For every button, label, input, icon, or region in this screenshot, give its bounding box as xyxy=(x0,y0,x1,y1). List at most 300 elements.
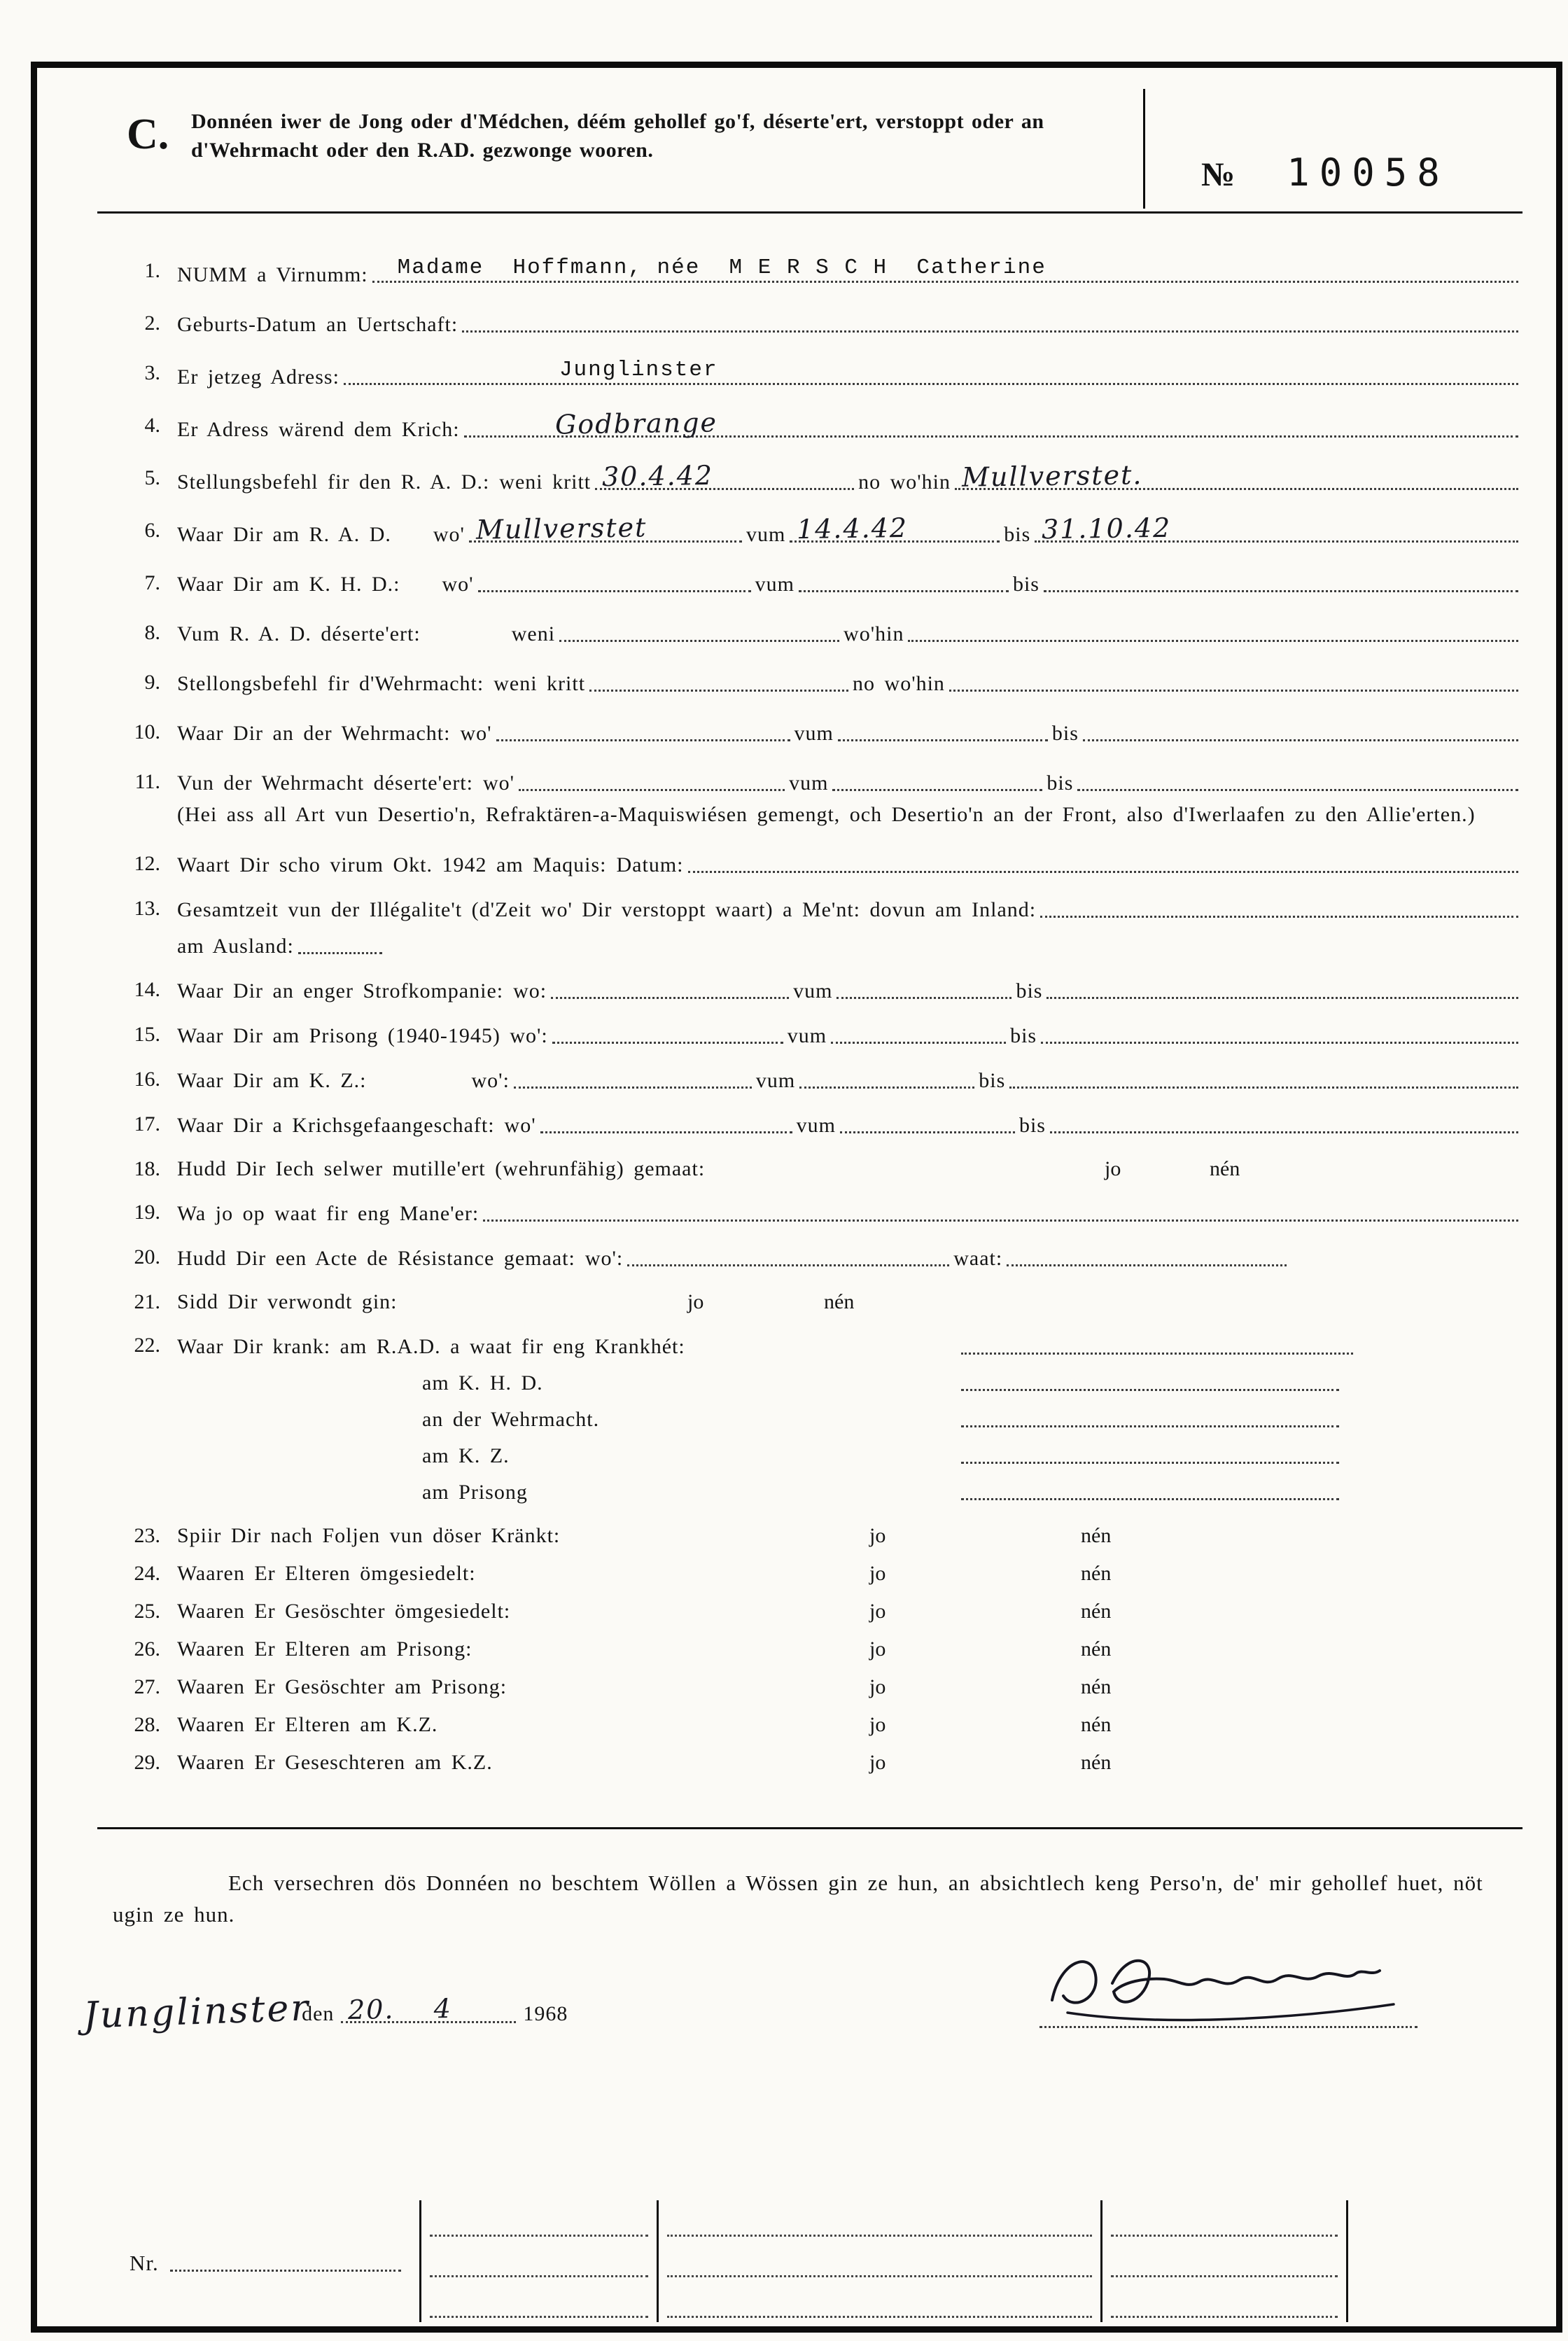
blank-field[interactable] xyxy=(961,1441,1339,1464)
question-21 xyxy=(127,1288,1522,1316)
handwritten-entry: 14.4.42 xyxy=(796,512,909,545)
question-body xyxy=(177,619,1522,648)
question-line xyxy=(177,1673,1522,1701)
question-line xyxy=(177,669,1522,698)
question-line xyxy=(177,619,1522,648)
form-description: Donnéen iwer de Jong oder d'Médchen, déém gehollef go'f, déserte'ert, verstoppt oder an d'Wehrmacht oder den R.AD. gezwonge wooren. xyxy=(191,110,1044,162)
typed-entry: Junglinster xyxy=(559,358,718,382)
question-number: 7. xyxy=(144,571,160,594)
question-label: Geburts-Datum an Uertschaft: xyxy=(177,313,458,336)
question-number: 4. xyxy=(144,414,160,437)
registry-cell[interactable] xyxy=(1102,2241,1348,2281)
blank-field[interactable] xyxy=(462,309,1518,333)
filled-field[interactable] xyxy=(1035,512,1518,545)
question-number: 29. xyxy=(134,1751,160,1774)
question-body xyxy=(177,1560,1522,1588)
question-label: Waar Dir a Krichsgefaangeschaft: xyxy=(177,1114,495,1137)
question-label: wo' xyxy=(460,722,492,745)
registry-cell[interactable] xyxy=(421,2241,659,2281)
filled-field[interactable] xyxy=(344,359,1518,385)
question-line xyxy=(177,257,1522,289)
question-body xyxy=(177,1673,1522,1701)
option-jo[interactable]: jo xyxy=(869,1675,886,1698)
question-body xyxy=(177,1332,1522,1507)
question-label: Waar Dir am K. H. D.: xyxy=(177,573,400,596)
option-jo[interactable]: jo xyxy=(869,1751,886,1774)
option-nen[interactable]: nén xyxy=(1081,1524,1112,1547)
question-label: Datum: xyxy=(616,853,684,876)
question-label: Waar Dir am Prisong (1940-1945) wo': xyxy=(177,1024,548,1047)
question-number: 19. xyxy=(134,1201,160,1224)
date-field[interactable] xyxy=(341,1992,516,2026)
handwritten-entry: Godbrange xyxy=(554,407,718,440)
header-rule xyxy=(97,211,1522,214)
handwritten-date: 20. 4 xyxy=(348,1992,453,2026)
handwritten-entry: 31.10.42 xyxy=(1041,512,1172,545)
question-number: 11. xyxy=(134,770,160,793)
blank-field[interactable] xyxy=(1007,1243,1287,1266)
blank-field[interactable] xyxy=(1044,569,1518,592)
question-body xyxy=(177,359,1522,391)
blank-field[interactable] xyxy=(949,669,1518,692)
cell-dotted-line xyxy=(667,2275,1092,2277)
question-label: NUMM a Virnumm: xyxy=(177,263,368,286)
question-number: 27. xyxy=(134,1675,160,1698)
question-4 xyxy=(127,407,1522,444)
question-line xyxy=(177,459,1522,496)
question-label: Sidd Dir verwondt gin: xyxy=(177,1290,398,1313)
blank-field[interactable] xyxy=(1046,976,1518,999)
question-line xyxy=(177,1560,1522,1588)
question-label: am Ausland: xyxy=(177,935,294,958)
blank-field[interactable] xyxy=(961,1368,1339,1391)
question-line xyxy=(177,850,1522,879)
question-label: weni xyxy=(511,622,556,645)
question-24 xyxy=(127,1560,1522,1588)
option-nen[interactable]: nén xyxy=(1081,1562,1112,1585)
question-22 xyxy=(127,1332,1522,1507)
question-number: 8. xyxy=(144,621,160,644)
blank-field[interactable] xyxy=(552,1021,783,1044)
question-line xyxy=(177,1404,1522,1434)
question-11 xyxy=(127,768,1522,830)
header-number-block xyxy=(1145,107,1450,195)
question-line xyxy=(177,976,1522,1005)
question-body xyxy=(177,569,1522,599)
question-line xyxy=(177,569,1522,599)
question-27 xyxy=(127,1673,1522,1701)
numero-sign: № xyxy=(1201,156,1236,193)
question-line xyxy=(177,512,1522,549)
blank-field[interactable] xyxy=(1050,1110,1518,1133)
question-label: Waar Dir am R. A. D. xyxy=(177,523,391,546)
question-line xyxy=(177,1155,1522,1183)
option-jo[interactable]: jo xyxy=(869,1600,886,1623)
question-label: Er Adress wärend dem Krich: xyxy=(177,418,460,441)
question-label: vum xyxy=(789,771,829,795)
question-label: wo': xyxy=(584,1247,624,1270)
question-body xyxy=(177,976,1522,1005)
question-line xyxy=(177,407,1522,444)
option-nen[interactable]: nén xyxy=(1210,1157,1240,1180)
questions-list xyxy=(127,257,1522,1777)
question-line xyxy=(177,895,1522,924)
registry-cell[interactable] xyxy=(1102,2281,1348,2322)
question-number: 5. xyxy=(144,466,160,489)
question-label: Wa jo op waat fir eng Mane'er: xyxy=(177,1202,479,1225)
question-label: Spiir Dir nach Foljen vun döser Kränkt: xyxy=(177,1524,561,1547)
question-14 xyxy=(127,976,1522,1005)
cell-dotted-line xyxy=(430,2316,648,2318)
question-15 xyxy=(127,1021,1522,1050)
question-label: Waaren Er Elteren am Prisong: xyxy=(177,1637,472,1661)
cell-dotted-line xyxy=(430,2275,648,2277)
typed-entry: Madame Hoffmann, née M E R S C H Catherine xyxy=(397,256,1046,280)
question-label: Waar Dir krank: am R.A.D. a waat fir eng Krankhét: xyxy=(177,1335,685,1358)
question-body xyxy=(177,895,1522,960)
option-jo[interactable]: jo xyxy=(687,1290,704,1313)
question-label: Waaren Er Gesöschter ömgesiedelt: xyxy=(177,1600,511,1623)
footer-rule xyxy=(97,1827,1522,1829)
form-header xyxy=(127,107,1522,195)
question-label: Stellongsbefehl fir d'Wehrmacht: xyxy=(177,672,484,695)
cell-dotted-line xyxy=(667,2316,1092,2318)
question-body xyxy=(177,1243,1522,1273)
question-number: 20. xyxy=(134,1245,160,1269)
question-body xyxy=(177,1155,1522,1183)
question-number: 6. xyxy=(144,519,160,542)
question-label: Stellungsbefehl fir den R. A. D.: xyxy=(177,470,490,494)
blank-field[interactable] xyxy=(1077,768,1518,791)
question-line xyxy=(177,1522,1522,1550)
declaration-text: Ech versechren dös Donnéen no beschtem Wöllen a Wössen gin ze hun, an absichtlech keng Perso'n, de' mir gehollef huet, nöt ugin ze hun. xyxy=(113,1871,1483,1927)
question-line xyxy=(177,309,1522,339)
question-number: 23. xyxy=(134,1524,160,1547)
question-body xyxy=(177,257,1522,289)
blank-field[interactable] xyxy=(478,569,751,592)
date-line xyxy=(83,1987,568,2037)
cell-dotted-line xyxy=(1111,2275,1338,2277)
question-label: vum xyxy=(755,1069,796,1092)
question-number: 28. xyxy=(134,1713,160,1736)
question-line xyxy=(177,768,1522,797)
filled-field[interactable] xyxy=(955,459,1518,493)
registry-cell[interactable] xyxy=(421,2281,659,2322)
option-nen[interactable]: nén xyxy=(1081,1713,1112,1736)
question-label: wo' xyxy=(482,771,515,795)
question-body xyxy=(177,309,1522,339)
question-body xyxy=(177,768,1522,830)
question-body xyxy=(177,1635,1522,1663)
blank-field[interactable] xyxy=(799,569,1009,592)
question-line xyxy=(177,1711,1522,1739)
question-label: bis xyxy=(1051,722,1079,745)
handwritten-entry: Mullverstet xyxy=(475,512,648,545)
cell-dotted-line xyxy=(667,2235,1092,2237)
question-label: Hudd Dir Iech selwer mutille'ert (wehrunfähig) gemaat: xyxy=(177,1157,706,1180)
form-border xyxy=(31,62,1562,2333)
question-18 xyxy=(127,1155,1522,1183)
question-number: 22. xyxy=(134,1334,160,1357)
question-number: 12. xyxy=(134,852,160,875)
registry-table xyxy=(419,2200,1348,2322)
question-16 xyxy=(127,1065,1522,1095)
question-13 xyxy=(127,895,1522,960)
option-nen[interactable]: nén xyxy=(1081,1637,1112,1661)
question-label: weni kritt xyxy=(493,672,586,695)
option-nen[interactable]: nén xyxy=(1081,1675,1112,1698)
question-label: wo': xyxy=(471,1069,510,1092)
question-5 xyxy=(127,459,1522,496)
blank-field[interactable] xyxy=(838,718,1048,741)
question-label: Waart Dir scho virum Okt. 1942 am Maquis: xyxy=(177,853,607,876)
question-3 xyxy=(127,359,1522,391)
question-label: vum xyxy=(755,573,794,596)
registry-cell[interactable] xyxy=(1102,2200,1348,2241)
question-label: Waar Dir an enger Strofkompanie: xyxy=(177,979,504,1002)
option-nen[interactable]: nén xyxy=(824,1290,855,1313)
question-line xyxy=(177,1477,1522,1507)
question-number: 3. xyxy=(144,361,160,384)
question-line xyxy=(177,1199,1522,1228)
handwritten-place[interactable]: Junglinster xyxy=(83,1987,312,2037)
option-jo[interactable]: jo xyxy=(869,1562,886,1585)
blank-field[interactable] xyxy=(496,718,790,741)
nr-field[interactable] xyxy=(170,2250,401,2272)
question-body xyxy=(177,459,1522,496)
cell-dotted-line xyxy=(430,2235,648,2237)
handwritten-entry: 30.4.42 xyxy=(601,459,714,493)
question-label: am Prisong xyxy=(422,1481,528,1504)
question-line xyxy=(177,1441,1522,1470)
question-number: 21. xyxy=(134,1290,160,1313)
form-content xyxy=(37,68,1556,2326)
question-number: 17. xyxy=(134,1112,160,1135)
question-label: bis xyxy=(1046,771,1074,795)
blank-field[interactable] xyxy=(298,931,382,954)
question-29 xyxy=(127,1749,1522,1777)
question-label: bis xyxy=(1004,523,1031,546)
question-line xyxy=(177,1243,1522,1273)
header-left xyxy=(127,107,1145,195)
question-body xyxy=(177,512,1522,549)
signature-scribble xyxy=(1040,1938,1418,2036)
question-label: vum xyxy=(796,1114,836,1137)
registry-row xyxy=(127,2200,1522,2322)
question-26 xyxy=(127,1635,1522,1663)
question-body xyxy=(177,1199,1522,1228)
question-number: 14. xyxy=(134,978,160,1001)
question-label: an der Wehrmacht. xyxy=(422,1408,600,1431)
question-10 xyxy=(127,718,1522,748)
question-label: Waaren Er Elteren ömgesiedelt: xyxy=(177,1562,476,1585)
question-body xyxy=(177,850,1522,879)
question-label: bis xyxy=(1012,573,1040,596)
registry-cell[interactable] xyxy=(659,2281,1102,2322)
blank-field[interactable] xyxy=(961,1332,1353,1355)
question-9 xyxy=(127,669,1522,698)
question-label: wo: xyxy=(513,979,547,1002)
question-body xyxy=(177,1065,1522,1095)
question-label: Waar Dir am K. Z.: xyxy=(177,1069,367,1092)
form-number: 10058 xyxy=(1287,151,1450,195)
filled-field[interactable] xyxy=(790,512,1000,545)
question-20 xyxy=(127,1243,1522,1273)
question-number: 18. xyxy=(134,1157,160,1180)
question-label: bis xyxy=(979,1069,1006,1092)
option-nen[interactable]: nén xyxy=(1081,1751,1112,1774)
blank-field[interactable] xyxy=(961,1404,1339,1427)
question-label: am K. Z. xyxy=(422,1444,510,1467)
question-label: no wo'hin xyxy=(858,470,951,494)
question-label: wo'hin xyxy=(844,622,904,645)
header-divider xyxy=(1143,89,1145,209)
question-body xyxy=(177,1021,1522,1050)
cell-dotted-line xyxy=(1111,2235,1338,2237)
question-line xyxy=(177,1598,1522,1626)
question-label: Vun der Wehrmacht déserte'ert: xyxy=(177,771,473,795)
blank-field[interactable] xyxy=(831,1021,1006,1044)
option-jo[interactable]: jo xyxy=(1105,1157,1121,1180)
question-number: 16. xyxy=(134,1068,160,1091)
question-number: 13. xyxy=(134,897,160,920)
question-label: vum xyxy=(746,523,786,546)
den-label: den xyxy=(302,2002,335,2025)
signature-field[interactable] xyxy=(1040,1938,1418,2028)
cell-dotted-line xyxy=(1111,2316,1338,2318)
question-number: 10. xyxy=(134,720,160,743)
blank-field[interactable] xyxy=(1040,895,1518,918)
question-number: 9. xyxy=(144,671,160,694)
option-jo[interactable]: jo xyxy=(869,1524,886,1547)
question-body xyxy=(177,1522,1522,1550)
question-label: Er jetzeg Adress: xyxy=(177,365,340,389)
blank-field[interactable] xyxy=(961,1477,1339,1500)
blank-field[interactable] xyxy=(688,850,1519,873)
question-2 xyxy=(127,309,1522,339)
blank-field[interactable] xyxy=(1009,1065,1518,1089)
question-number: 1. xyxy=(144,259,160,282)
blank-field[interactable] xyxy=(551,976,789,999)
filled-field[interactable] xyxy=(464,407,1518,440)
question-line xyxy=(177,1065,1522,1095)
question-line xyxy=(177,1110,1522,1140)
question-label: Waaren Er Geseschteren am K.Z. xyxy=(177,1751,493,1774)
filled-field[interactable] xyxy=(469,512,742,545)
blank-field[interactable] xyxy=(589,669,848,692)
question-note: (Hei ass all Art vun Desertio'n, Refraktären-a-Maquiswiésen gemengt, och Desertio'n an der Front, also d'Iwerlaafen zu den Allie'erten.) xyxy=(177,803,1476,826)
question-label: vum xyxy=(793,979,833,1002)
blank-field[interactable] xyxy=(483,1199,1518,1222)
option-jo[interactable]: jo xyxy=(869,1713,886,1736)
question-number: 24. xyxy=(134,1562,160,1585)
question-body xyxy=(177,1598,1522,1626)
blank-field[interactable] xyxy=(519,768,785,791)
signature-section xyxy=(83,1930,1522,2238)
filled-field[interactable] xyxy=(372,257,1518,283)
question-line xyxy=(177,1749,1522,1777)
blank-field[interactable] xyxy=(832,768,1042,791)
year-label: 1968 xyxy=(523,2002,568,2025)
blank-field[interactable] xyxy=(514,1065,752,1089)
question-label: wo' xyxy=(442,573,474,596)
question-label: am K. H. D. xyxy=(422,1371,543,1395)
question-label: wo' xyxy=(433,523,465,546)
question-label: Gesamtzeit vun der Illégalite't (d'Zeit wo' Dir verstoppt waart) a Me'nt: dovun am Inland: xyxy=(177,898,1037,921)
question-label: no wo'hin xyxy=(853,672,945,695)
blank-field[interactable] xyxy=(836,976,1011,999)
blank-field[interactable] xyxy=(540,1110,792,1133)
question-body xyxy=(177,718,1522,748)
question-label: Hudd Dir een Acte de Résistance gemaat: xyxy=(177,1247,575,1270)
question-label: bis xyxy=(1010,1024,1037,1047)
handwritten-entry: Mullverstet. xyxy=(961,459,1143,493)
question-label: wo' xyxy=(504,1114,536,1137)
nr-label: Nr. xyxy=(130,2251,159,2275)
question-body xyxy=(177,407,1522,444)
question-body xyxy=(177,1749,1522,1777)
question-1 xyxy=(127,257,1522,289)
registry-cell[interactable] xyxy=(421,2200,659,2241)
question-line xyxy=(177,1368,1522,1397)
question-line xyxy=(177,718,1522,748)
registry-cell[interactable] xyxy=(659,2200,1102,2241)
question-6 xyxy=(127,512,1522,549)
question-label: vum xyxy=(794,722,834,745)
question-number: 2. xyxy=(144,312,160,335)
blank-field[interactable] xyxy=(908,619,1518,642)
question-8 xyxy=(127,619,1522,648)
filled-field[interactable] xyxy=(595,459,854,493)
question-line xyxy=(177,1332,1522,1361)
question-label: Waar Dir an der Wehrmacht: xyxy=(177,722,451,745)
question-28 xyxy=(127,1711,1522,1739)
question-body xyxy=(177,669,1522,698)
question-23 xyxy=(127,1522,1522,1550)
section-letter: C. xyxy=(127,111,169,158)
question-12 xyxy=(127,850,1522,879)
question-17 xyxy=(127,1110,1522,1140)
blank-field[interactable] xyxy=(799,1065,974,1089)
question-label: weni kritt xyxy=(499,470,592,494)
question-line xyxy=(177,1021,1522,1050)
blank-field[interactable] xyxy=(627,1243,949,1266)
question-label: waat: xyxy=(953,1247,1003,1270)
question-body xyxy=(177,1288,1522,1316)
question-number: 26. xyxy=(134,1637,160,1661)
question-label: bis xyxy=(1018,1114,1046,1137)
question-label: Waaren Er Elteren am K.Z. xyxy=(177,1713,438,1736)
question-25 xyxy=(127,1598,1522,1626)
question-label: Vum R. A. D. déserte'ert: xyxy=(177,622,421,645)
option-nen[interactable]: nén xyxy=(1081,1600,1112,1623)
question-line xyxy=(177,931,1522,960)
blank-field[interactable] xyxy=(1041,1021,1518,1044)
question-body xyxy=(177,1110,1522,1140)
blank-field[interactable] xyxy=(1083,718,1518,741)
registry-cell[interactable] xyxy=(659,2241,1102,2281)
question-number: 15. xyxy=(134,1023,160,1046)
question-label: bis xyxy=(1016,979,1043,1002)
question-number: 25. xyxy=(134,1600,160,1623)
blank-field[interactable] xyxy=(840,1110,1015,1133)
question-body xyxy=(177,1711,1522,1739)
blank-field[interactable] xyxy=(559,619,839,642)
question-7 xyxy=(127,569,1522,599)
question-line xyxy=(177,1288,1522,1316)
option-jo[interactable]: jo xyxy=(869,1637,886,1661)
question-line xyxy=(177,359,1522,391)
